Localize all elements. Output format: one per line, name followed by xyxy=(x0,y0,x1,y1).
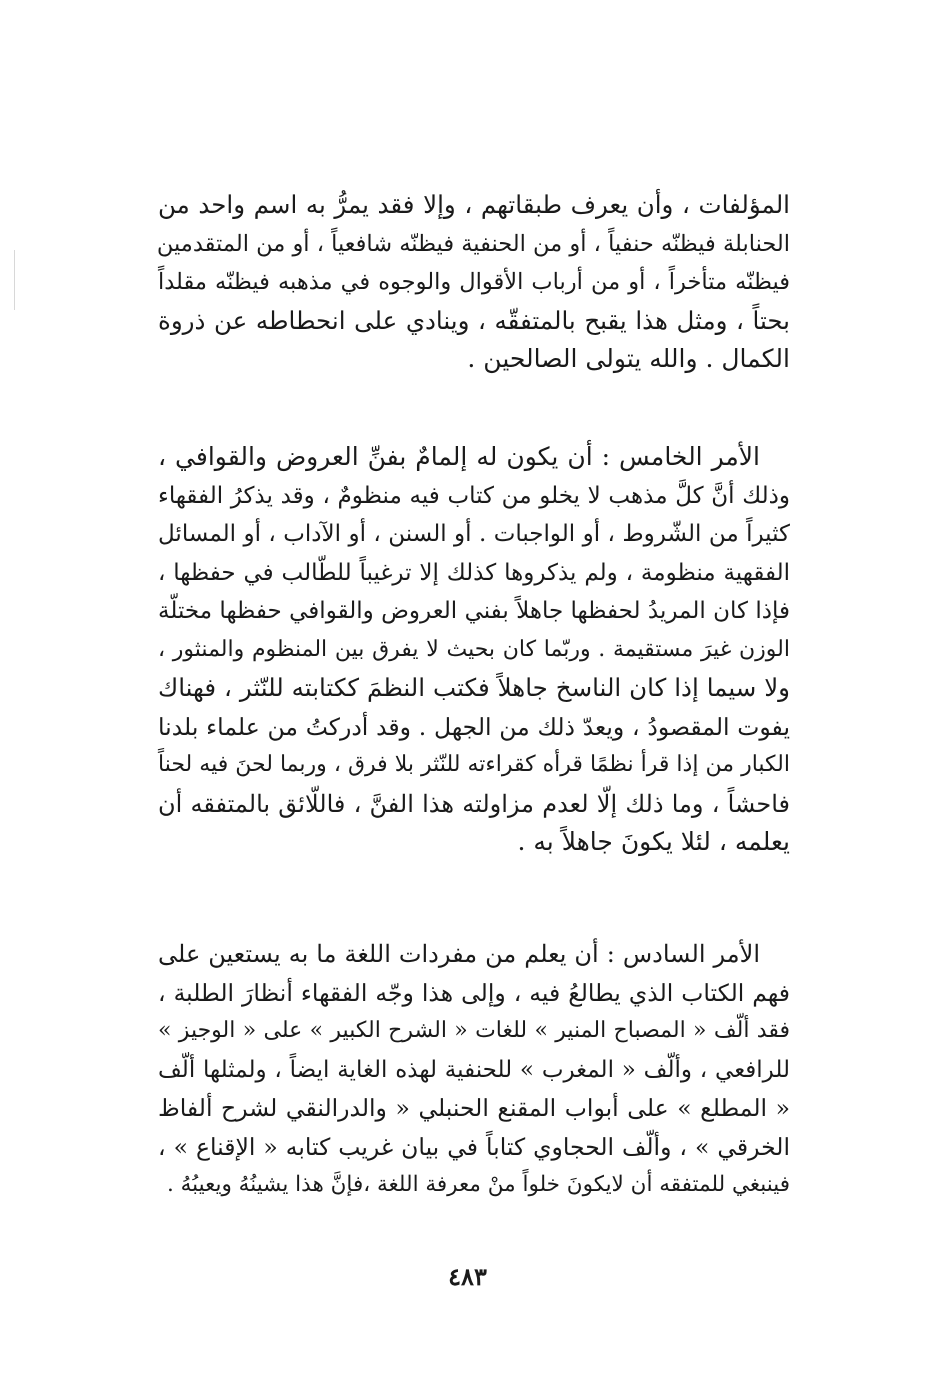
paragraph-2 xyxy=(158,438,790,862)
text-line: الوزن غيرَ مستقيمة . وربّما كان بحيث لا يفرق بين المنظوم والمنثور ، xyxy=(158,636,790,662)
text-line: الأمر السادس : أن يعلم من مفردات اللغة ما به يستعين على xyxy=(158,940,760,968)
text-line: بحتاً ، ومثل هذا يقبح بالمتفقّه ، وينادي على انحطاطه عن ذروة xyxy=(158,305,790,335)
text-line: « المطلع » على أبواب المقنع الحنبلي « والدرالنقي لشرح ألفاظ xyxy=(158,1094,790,1122)
text-line: فقد ألّف « المصباح المنير » للغات « الشرح الكبير » على « الوجيز » xyxy=(158,1018,790,1043)
text-line: فيظنّه متأخراً ، أو من أرباب الأقوال والوجوه في مذهبه فيظنّه مقلداً xyxy=(158,269,790,295)
text-line: الحنابلة فيظنّه حنفياً ، أو من الحنفية فيظنّه شافعياً ، أو من المتقدمين xyxy=(156,230,790,257)
text-line: يفوت المقصودُ ، ويعدّ ذلك من الجهل . وقد أدركتُ من علماء بلدنا xyxy=(158,712,790,741)
text-line: الخرقي » ، وألّف الحجاوي كتاباً في بيان غريب كتابه « الإقناع » ، xyxy=(158,1132,790,1161)
text-line: فإذا كان المريدُ لحفظها جاهلاً بفني العروض والقوافي حفظها مختلّة xyxy=(158,598,790,624)
text-line: يعلمه ، لئلا يكونَ جاهلاً به . xyxy=(517,827,790,856)
text-line: فينبغي للمتفقه أن لايكونَ خلواً منْ معرفة اللغة ،فإنَّ هذا يشينُهُ ويعيبُهُ . xyxy=(166,1172,790,1197)
text-line: وذلك أنَّ كلَّ مذهب لا يخلو من كتاب فيه منظومٌ ، وقد يذكرُ الفقهاء xyxy=(158,482,790,509)
paragraph-3 xyxy=(158,935,790,1205)
text-line: للرافعي ، وألّف « المغرب » للحنفية لهذه الغاية ايضاً ، ولمثلها ألّف xyxy=(158,1056,790,1083)
text-line: فهم الكتاب الذي يطالعُ فيه ، وإلى هذا وجّه الفقهاء أنظارَ الطلبة ، xyxy=(158,978,790,1007)
page-number: ٤٨٣ xyxy=(448,1262,487,1291)
text-line: المؤلفات ، وأن يعرف طبقاتهم ، وإلا فقد يمرُّ به اسم واحد من xyxy=(158,190,790,219)
paragraph-1 xyxy=(158,186,790,379)
text-line: فاحشاً ، وما ذلك إلّا لعدم مزاولته هذا الفنَّ ، فاللّائق بالمتفقه أن xyxy=(158,789,790,818)
scan-margin-mark xyxy=(14,250,15,310)
text-line: الكبار من إذا قرأ نظمًا قرأه كقراءته للنّثر بلا فرق ، وربما لحنَ فيه لحناً xyxy=(158,752,790,777)
text-line: الأمر الخامس : أن يكون له إلمامٌ بفنِّ العروض والقوافي ، xyxy=(158,442,760,471)
text-line: الكمال . والله يتولى الصالحين . xyxy=(467,344,790,373)
text-line: كثيراً من الشّروط ، أو الواجبات . أو السنن ، أو الآداب ، أو المسائل xyxy=(158,521,790,547)
text-line: الفقهية منظومة ، ولم يذكروها كذلك إلا ترغيباً للطّالب في حفظها ، xyxy=(158,559,790,586)
text-line: ولا سيما إذا كان الناسخ جاهلاً فكتب النظمَ ككتابته للنّثر ، فهناك xyxy=(158,673,790,702)
